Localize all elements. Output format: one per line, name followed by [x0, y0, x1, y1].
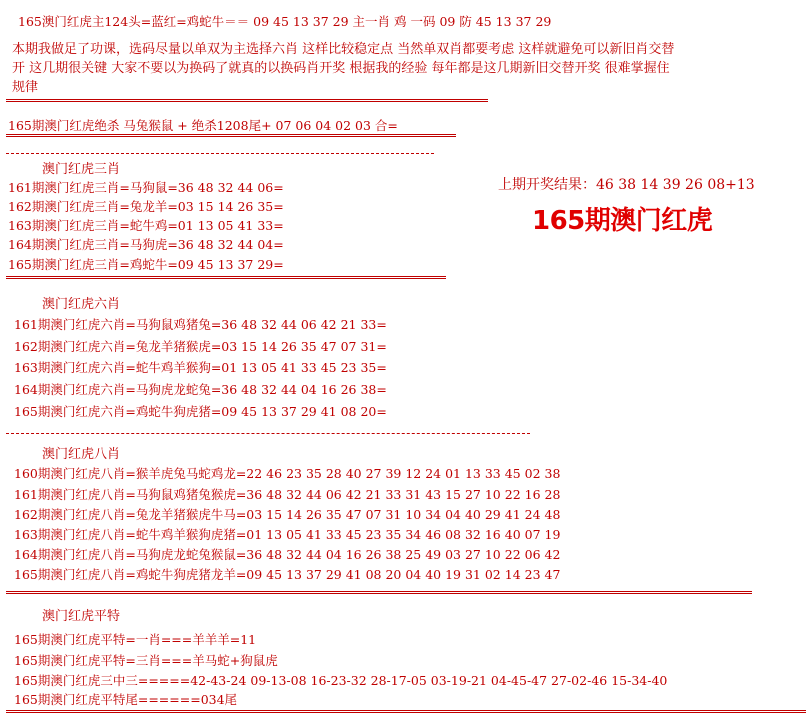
list-item: 165期澳门红虎三肖=鸡蛇牛=09 45 13 37 29=	[8, 257, 284, 272]
list-item: 161期澳门红虎六肖=马狗鼠鸡猪兔=36 48 32 44 06 42 21 33=	[14, 317, 387, 332]
list-item: 165期澳门红虎六肖=鸡蛇牛狗虎猪=09 45 13 37 29 41 08 20=	[14, 404, 387, 419]
list-item: 165期澳门红虎平特=三肖===羊马蛇+狗鼠虎	[14, 653, 278, 668]
last-draw-result: 上期开奖结果：46 38 14 39 26 08+13	[498, 177, 755, 193]
list-item: 164期澳门红虎三肖=马狗虎=36 48 32 44 04=	[8, 237, 284, 252]
separator-equals	[6, 276, 446, 279]
header-line: 165澳门红虎主124头=蓝红=鸡蛇牛＝＝ 09 45 13 37 29 主一肖 鸡 一码 09 防 45 13 37 29	[18, 14, 552, 29]
list-item: 164期澳门红虎八肖=马狗虎龙蛇兔猴鼠=36 48 32 44 04 16 26 38 25 49 03 27 10 22 06 42	[14, 547, 561, 562]
list-item: 161期澳门红虎三肖=马狗鼠=36 48 32 44 06=	[8, 180, 284, 195]
list-item: 162期澳门红虎三肖=兔龙羊=03 15 14 26 35=	[8, 199, 284, 214]
list-item: 164期澳门红虎六肖=马狗虎龙蛇兔=36 48 32 44 04 16 26 38=	[14, 382, 387, 397]
list-item: 165期澳门红虎平特尾======034尾	[14, 692, 238, 707]
list-item: 162期澳门红虎六肖=兔龙羊猪猴虎=03 15 14 26 35 47 07 31=	[14, 339, 387, 354]
intro-paragraph: 本期我做足了功课，选码尽量以单双为主选择六肖 这样比较稳定点 当然单双肖都要考虑 这样就避免可以新旧肖交替开 这几期很关键 大家不要以为换码了就真的以换码肖开奖 根据我的经验 每年都是这几期新旧交替开奖 很难掌握住规律	[12, 42, 675, 95]
section-heading-pingte: 澳门红虎平特	[42, 609, 121, 624]
big-title: 165期澳门红虎	[532, 206, 713, 236]
separator-equals	[6, 134, 456, 137]
separator-equals	[6, 591, 752, 594]
list-item: 162期澳门红虎八肖=兔龙羊猪猴虎牛马=03 15 14 26 35 47 07 31 10 34 04 40 29 41 24 48	[14, 507, 561, 522]
section-heading-liu: 澳门红虎六肖	[42, 297, 121, 312]
separator-dashes	[6, 153, 434, 154]
kill-line: 165期澳门红虎绝杀 马兔猴鼠 + 绝杀1208尾+ 07 06 04 02 03 合=	[8, 118, 398, 133]
list-item: 161期澳门红虎八肖=马狗鼠鸡猪兔猴虎=36 48 32 44 06 42 21 33 31 43 15 27 10 22 16 28	[14, 487, 561, 502]
list-item: 160期澳门红虎八肖=猴羊虎兔马蛇鸡龙=22 46 23 35 28 40 27 39 12 24 01 13 33 45 02 38	[14, 466, 561, 481]
list-item: 163期澳门红虎八肖=蛇牛鸡羊猴狗虎猪=01 13 05 41 33 45 23 35 34 46 08 32 16 40 07 19	[14, 527, 561, 542]
list-item: 165期澳门红虎八肖=鸡蛇牛狗虎猪龙羊=09 45 13 37 29 41 08 20 04 40 19 31 02 14 23 47	[14, 567, 561, 582]
list-item: 163期澳门红虎三肖=蛇牛鸡=01 13 05 41 33=	[8, 218, 284, 233]
separator-equals	[6, 99, 488, 102]
separator-dashes	[6, 433, 530, 434]
separator-equals	[6, 710, 806, 713]
list-item: 165期澳门红虎平特=一肖===羊羊羊=11	[14, 632, 257, 647]
list-item: 165期澳门红虎三中三=====42-43-24 09-13-08 16-23-32 28-17-05 03-19-21 04-45-47 27-02-46 15-34-40	[14, 673, 668, 688]
section-heading-ba: 澳门红虎八肖	[42, 447, 121, 462]
list-item: 163期澳门红虎六肖=蛇牛鸡羊猴狗=01 13 05 41 33 45 23 35=	[14, 360, 387, 375]
section-heading-san: 澳门红虎三肖	[42, 162, 121, 177]
